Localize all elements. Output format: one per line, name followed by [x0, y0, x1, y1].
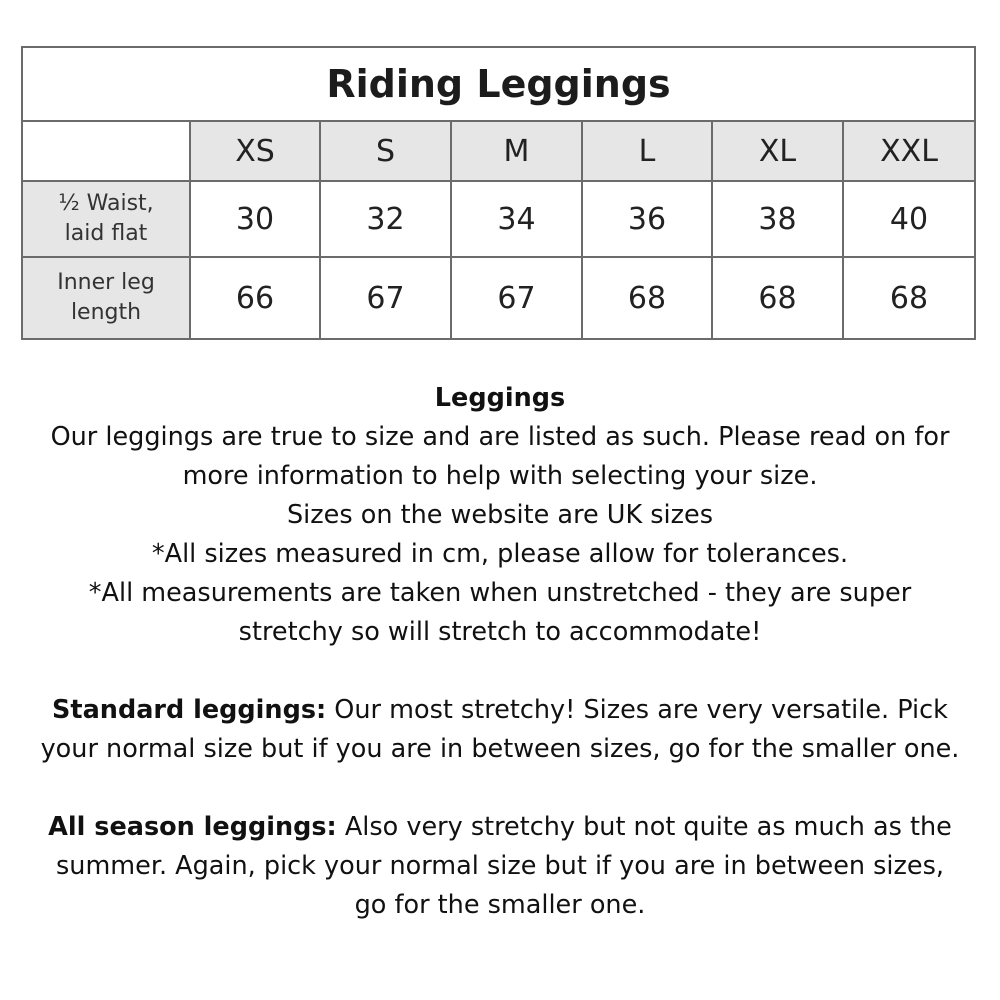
- size-header-xs: XS: [190, 121, 320, 181]
- row-label-line: ½ Waist,: [58, 191, 154, 216]
- size-header-xxl: XXL: [843, 121, 975, 181]
- size-header-l: L: [582, 121, 712, 181]
- notes-line: stretchy so will stretch to accommodate!: [238, 617, 762, 647]
- table-cell: 68: [582, 257, 712, 339]
- notes-line: go for the smaller one.: [354, 890, 646, 920]
- notes-line: Our leggings are true to size and are listed as such. Please read on for: [50, 422, 950, 452]
- table-cell: 68: [712, 257, 843, 339]
- table-row: [22, 257, 975, 339]
- table-cell: 36: [582, 181, 712, 257]
- all-season-leggings-text: Also very stretchy but not quite as much as the: [336, 812, 952, 842]
- row-label-line: Inner leg: [57, 270, 155, 295]
- all-season-leggings-note: [10, 808, 990, 847]
- size-notes: [10, 379, 990, 925]
- table-cell: 68: [843, 257, 975, 339]
- table-cell: 67: [320, 257, 451, 339]
- notes-line: Sizes on the website are UK sizes: [286, 500, 714, 530]
- row-label-line: length: [70, 300, 142, 325]
- size-header-m: M: [451, 121, 582, 181]
- table-cell: 34: [451, 181, 582, 257]
- notes-line: *All sizes measured in cm, please allow for tolerances.: [151, 539, 849, 569]
- standard-leggings-note: [10, 691, 990, 730]
- table-cell: 30: [190, 181, 320, 257]
- spacer: [10, 652, 990, 691]
- corner-cell: [22, 121, 190, 181]
- notes-line: *All measurements are taken when unstretched - they are super: [88, 578, 912, 608]
- notes-line: summer. Again, pick your normal size but if you are in between sizes,: [56, 851, 944, 881]
- table-cell: 32: [320, 181, 451, 257]
- notes-line: your normal size but if you are in between sizes, go for the smaller one.: [40, 734, 960, 764]
- table-title: Riding Leggings: [22, 47, 975, 121]
- spacer: [10, 769, 990, 808]
- table-cell: 40: [843, 181, 975, 257]
- standard-leggings-text: Our most stretchy! Sizes are very versatile. Pick: [326, 695, 948, 725]
- all-season-leggings-label: All season leggings:: [48, 812, 337, 842]
- size-header-s: S: [320, 121, 451, 181]
- row-label-inner-leg: [22, 257, 190, 339]
- table-cell: 67: [451, 257, 582, 339]
- table-cell: 66: [190, 257, 320, 339]
- size-chart-table: [21, 46, 976, 340]
- row-label-line: laid flat: [64, 221, 148, 246]
- standard-leggings-label: Standard leggings:: [52, 695, 327, 725]
- notes-line: more information to help with selecting your size.: [182, 461, 818, 491]
- notes-heading: Leggings: [434, 383, 566, 413]
- table-cell: 38: [712, 181, 843, 257]
- size-header-xl: XL: [712, 121, 843, 181]
- row-label-waist: [22, 181, 190, 257]
- table-row: [22, 181, 975, 257]
